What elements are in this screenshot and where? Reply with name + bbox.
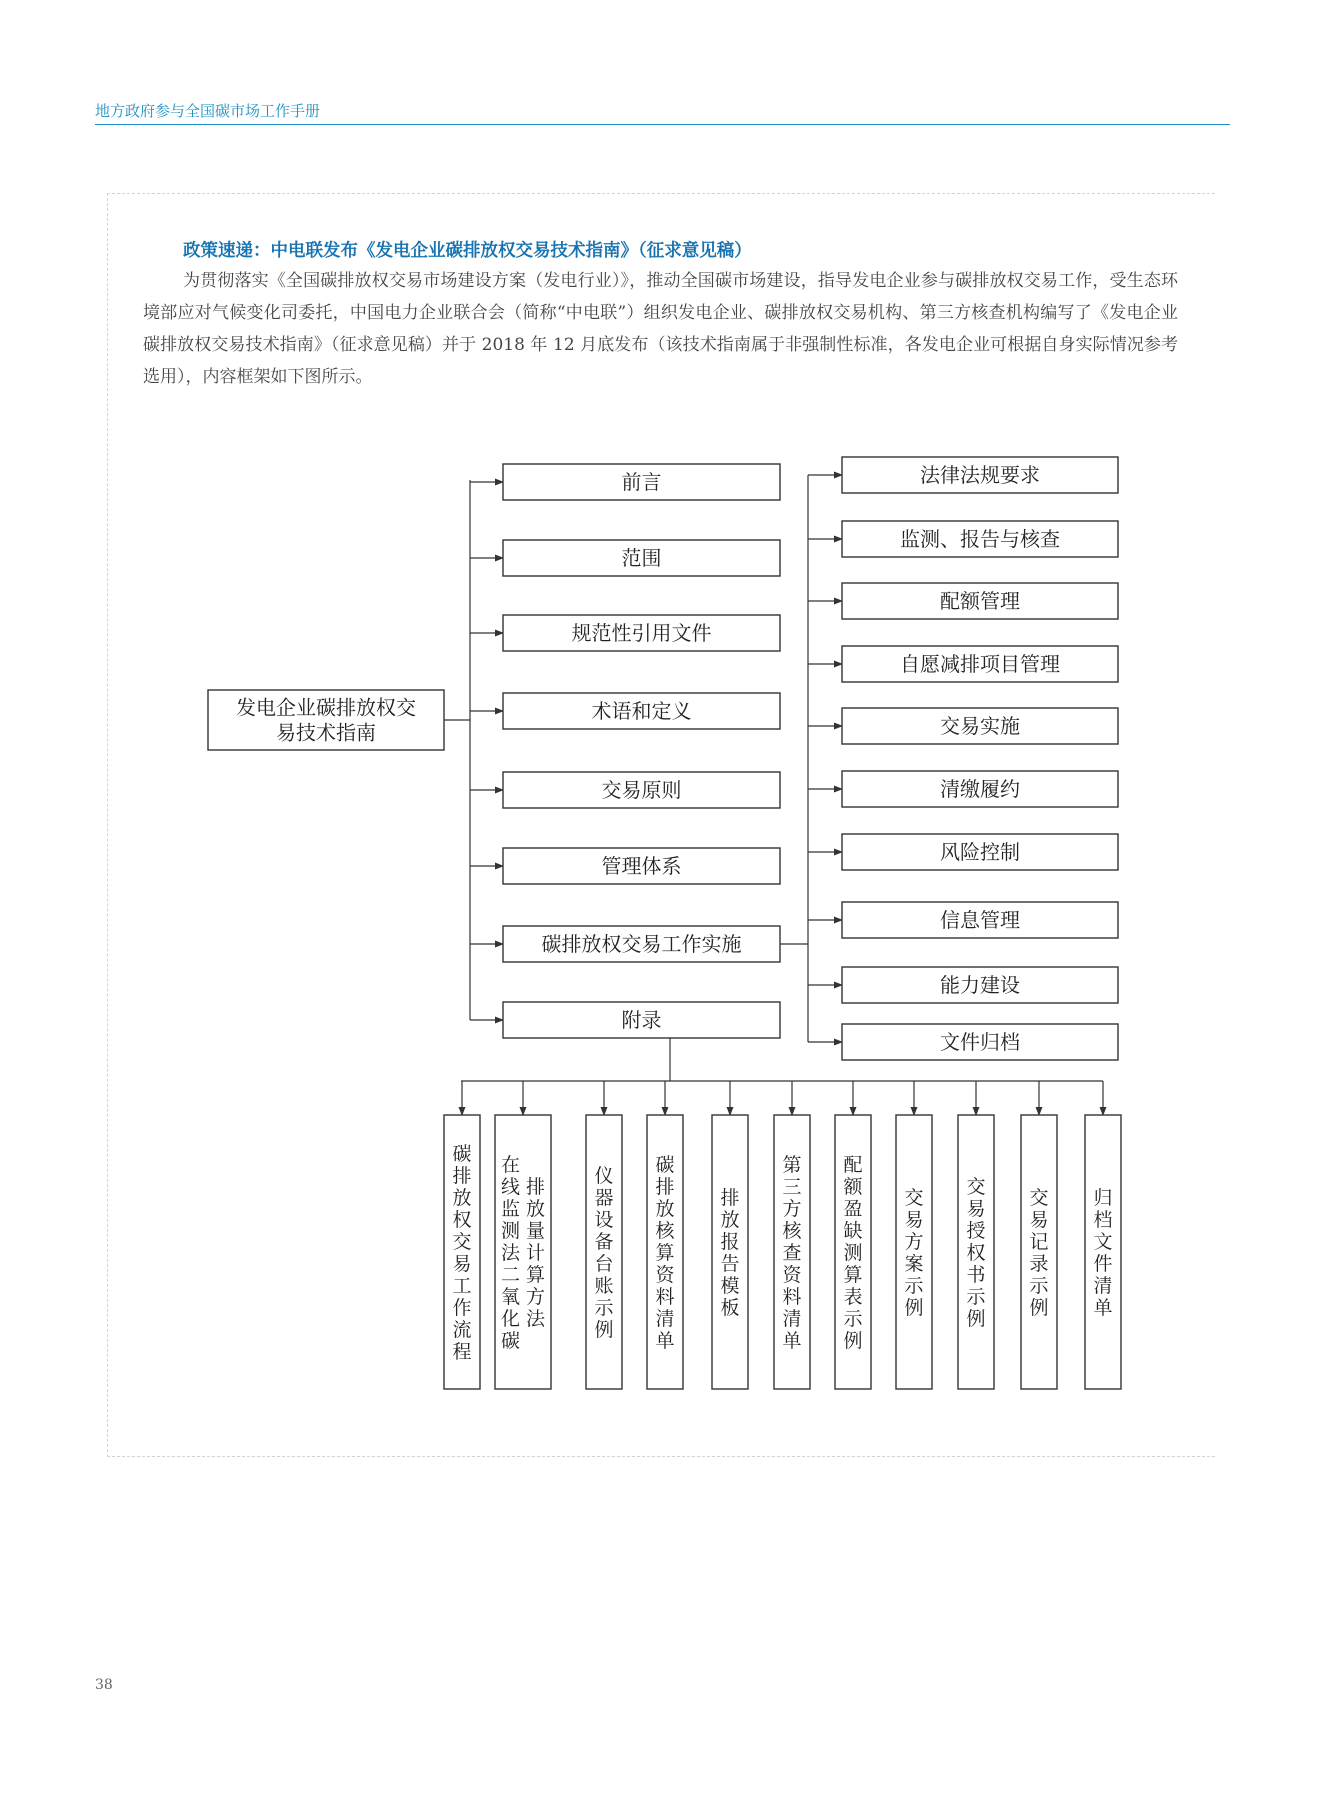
implementation-node-label: 自愿减排项目管理 — [900, 652, 1060, 676]
policy-box-body: 为贯彻落实《全国碳排放权交易市场建设方案（发电行业）》，推动全国碳市场建设，指导发电企业参与碳排放权交易工作，受生态环境部应对气候变化司委托，中国电力企业联合会（简称“中电联”）组织发电企业、碳排放权交易机构、第三方核查机构编写了《发电企业碳排放权交易技术指南》（征求意见稿）并于 2018 年 12 月底发布（该技术指南属于非强制性标准，各发电企业可根据自身实际情况参考选用），内容框架如下图所示。 — [143, 271, 1178, 387]
root-node-label: 发电企业碳排放权交 — [236, 695, 416, 720]
implementation-node-label: 法律法规要求 — [920, 463, 1040, 487]
section-node-label: 术语和定义 — [591, 699, 692, 723]
page-number: 38 — [95, 1677, 113, 1693]
policy-box-title: 政策速递：中电联发布《发电企业碳排放权交易技术指南》（征求意见稿） — [183, 241, 752, 261]
implementation-node — [842, 646, 1118, 682]
implementation-node-label: 信息管理 — [940, 908, 1020, 932]
section-node — [503, 926, 780, 962]
root-node-label: 易技术指南 — [276, 720, 376, 745]
section-node — [503, 540, 780, 576]
appendix-node-label: 交易记录示例 — [1029, 1187, 1049, 1319]
implementation-node-label: 监测、报告与核查 — [900, 527, 1060, 551]
appendix-node — [1021, 1115, 1057, 1389]
section-node — [503, 848, 780, 884]
implementation-node — [842, 708, 1118, 744]
appendix-node — [774, 1115, 810, 1389]
appendix-node — [958, 1115, 994, 1389]
appendix-node — [835, 1115, 871, 1389]
appendix-node — [495, 1115, 551, 1389]
implementation-node-label: 清缴履约 — [940, 777, 1020, 801]
section-node-label: 附录 — [621, 1008, 662, 1032]
implementation-node — [842, 521, 1118, 557]
appendix-node — [444, 1115, 480, 1389]
appendix-node-label: 仪器设备台账示例 — [594, 1165, 614, 1341]
appendix-node-label: 碳排放核算资料清单 — [655, 1154, 675, 1352]
running-header: 地方政府参与全国碳市场工作手册 — [95, 102, 321, 120]
appendix-node-label: 排放量计算方法 — [525, 1176, 546, 1330]
section-node-label: 范围 — [621, 546, 662, 570]
section-node-label: 碳排放权交易工作实施 — [541, 932, 742, 956]
implementation-node-label: 能力建设 — [940, 973, 1020, 997]
appendix-node-label: 排放报告模板 — [720, 1187, 740, 1319]
section-node — [503, 1002, 780, 1038]
implementation-node-label: 交易实施 — [940, 714, 1020, 738]
appendix-node — [647, 1115, 683, 1389]
section-node-label: 前言 — [621, 470, 662, 494]
appendix-node-label: 交易授权书示例 — [966, 1176, 986, 1330]
appendix-node-label: 交易方案示例 — [904, 1187, 924, 1319]
implementation-node — [842, 834, 1118, 870]
appendix-node — [712, 1115, 748, 1389]
section-node — [503, 464, 780, 500]
section-node-label: 管理体系 — [601, 854, 682, 878]
implementation-node-label: 风险控制 — [940, 840, 1020, 864]
section-node — [503, 615, 780, 651]
root-node — [208, 690, 444, 750]
implementation-node — [842, 1024, 1118, 1060]
section-node — [503, 772, 780, 808]
appendix-node — [586, 1115, 622, 1389]
appendix-node-label: 归档文件清单 — [1093, 1187, 1113, 1319]
appendix-node — [1085, 1115, 1121, 1389]
implementation-node-label: 配额管理 — [940, 589, 1020, 613]
implementation-node — [842, 902, 1118, 938]
section-node-label: 规范性引用文件 — [571, 621, 712, 645]
appendix-node — [896, 1115, 932, 1389]
section-node-label: 交易原则 — [601, 778, 682, 802]
implementation-node — [842, 583, 1118, 619]
section-node — [503, 693, 780, 729]
implementation-node — [842, 457, 1118, 493]
appendix-node-label: 第三方核查资料清单 — [782, 1154, 802, 1352]
appendix-node-label: 配额盈缺测算表示例 — [843, 1154, 863, 1352]
implementation-node — [842, 771, 1118, 807]
implementation-node-label: 文件归档 — [940, 1030, 1020, 1054]
diagram-nodes — [208, 457, 1121, 1389]
implementation-node — [842, 967, 1118, 1003]
appendix-node-label: 在线监测法二氧化碳 — [500, 1154, 521, 1352]
appendix-node-label: 碳排放权交易工作流程 — [452, 1143, 472, 1363]
